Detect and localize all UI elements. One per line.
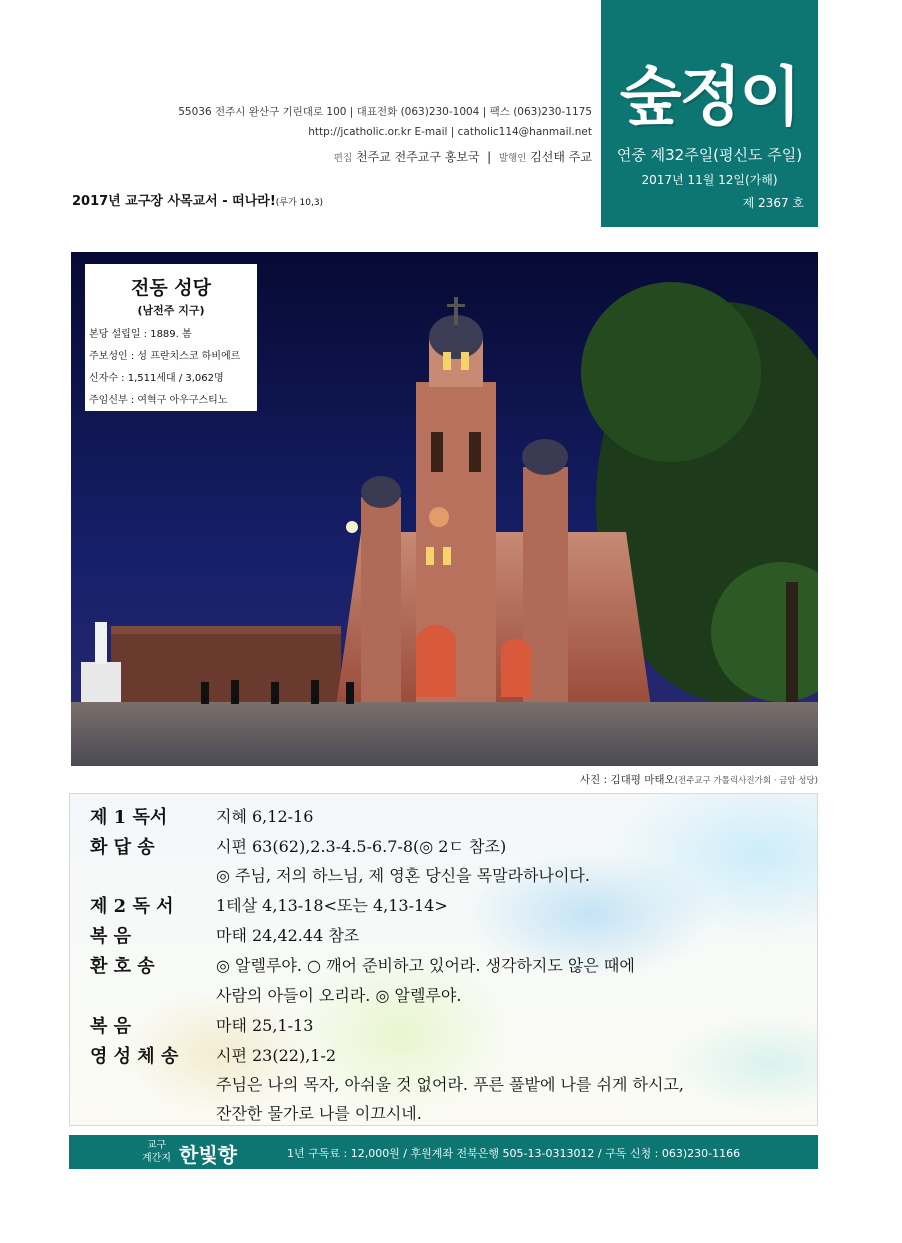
reading-label: 복 음 (90, 926, 132, 947)
reading-text: 시편 63(62),2.3-4.5-6.7-8(◎ 2ㄷ 참조) (216, 837, 507, 856)
reading-text: 주님은 나의 목자, 아쉬울 것 없어라. 푸른 풀밭에 나를 쉬게 하시고, (216, 1075, 684, 1094)
liturgical-sunday: 연중 제32주일(평신도 주일) (616, 146, 803, 164)
reading-text: 마태 25,1-13 (216, 1016, 314, 1035)
reading-label: 영 성 체 송 (90, 1046, 179, 1067)
church-photo (71, 252, 818, 766)
photo-credit-name: 사진 : 김대평 마태오 (579, 774, 675, 786)
parish-info-box (85, 264, 257, 411)
masthead-logo: 숲정이 (619, 61, 800, 135)
reading-text: 마태 24,42.44 참조 (216, 926, 360, 945)
readings-box (69, 793, 818, 1126)
footer-label (142, 1139, 171, 1165)
footer-label-line1: 교구 (146, 1140, 167, 1151)
reading-label: 제 1 독서 (90, 807, 168, 828)
patron-saint: 주보성인 : 성 프란치스코 하비에르 (89, 351, 241, 362)
reading-text: ◎ 주님, 저의 하느님, 제 영혼 당신을 목말라하나이다. (216, 866, 590, 885)
motto-text: 2017년 교구장 사목교서 - 떠나라! (72, 194, 276, 209)
reading-label: 복 음 (90, 1016, 132, 1037)
reading-label: 제 2 독 서 (90, 896, 174, 917)
contact-line: http://jcatholic.or.kr E-mail | catholic114@hanmail.net (308, 126, 592, 138)
pastoral-motto (72, 190, 323, 209)
pastor-name: 주임신부 : 여혁구 아우구스티노 (89, 395, 228, 406)
issue-number: 제 2367 호 (742, 196, 804, 210)
reading-text: 1테살 4,13-18<또는 4,13-14> (216, 896, 448, 915)
issue-date: 2017년 11월 12일(가해) (641, 173, 778, 187)
member-count: 신자수 : 1,511세대 / 3,062명 (89, 373, 224, 384)
reading-text: 시편 23(22),1-2 (216, 1046, 337, 1065)
publisher-label: 발행인 (498, 153, 527, 164)
district-name: (남전주 지구) (137, 304, 205, 317)
address-line: 55036 전주시 완산구 기린대로 100 | 대표전화 (063)230-1004 | 팩스 (063)230-1175 (178, 106, 592, 118)
footer-label-line2: 계간지 (142, 1153, 171, 1164)
photo-credit (470, 772, 818, 787)
footer-bar (69, 1135, 818, 1169)
reading-label: 환 호 송 (90, 956, 155, 977)
reading-text: ◎ 알렐루야. ○ 깨어 준비하고 있어라. 생각하지도 않은 때에 (216, 956, 635, 975)
masthead (601, 0, 818, 227)
publisher-name: 김선태 주교 (530, 150, 592, 164)
founded-date: 본당 설립일 : 1889. 봄 (89, 329, 192, 340)
publisher-line: 편집 천주교 전주교구 홍보국 | 발행인 김선태 주교 (333, 150, 592, 164)
church-name: 전동 성당 (130, 277, 212, 299)
editor-label: 편집 (333, 153, 353, 164)
subscription-info: 1년 구독료 : 12,000원 / 후원계좌 전북은행 505-13-0313012 / 구독 신청 : 063)230-1166 (287, 1147, 741, 1160)
motto-reference: (루가 10,3) (275, 198, 324, 208)
reading-label: 화 답 송 (90, 837, 155, 858)
footer-brand: 한빛향 (179, 1143, 237, 1167)
editor-name: 천주교 전주교구 홍보국 (355, 150, 480, 164)
reading-text: 지혜 6,12-16 (216, 807, 314, 826)
reading-text: 사람의 아들이 오리라. ◎ 알렐루야. (216, 986, 462, 1005)
photo-credit-note: (전주교구 가톨릭사진가회 · 금암 성당) (674, 776, 818, 786)
reading-text: 잔잔한 물가로 나를 이끄시네. (216, 1104, 422, 1123)
